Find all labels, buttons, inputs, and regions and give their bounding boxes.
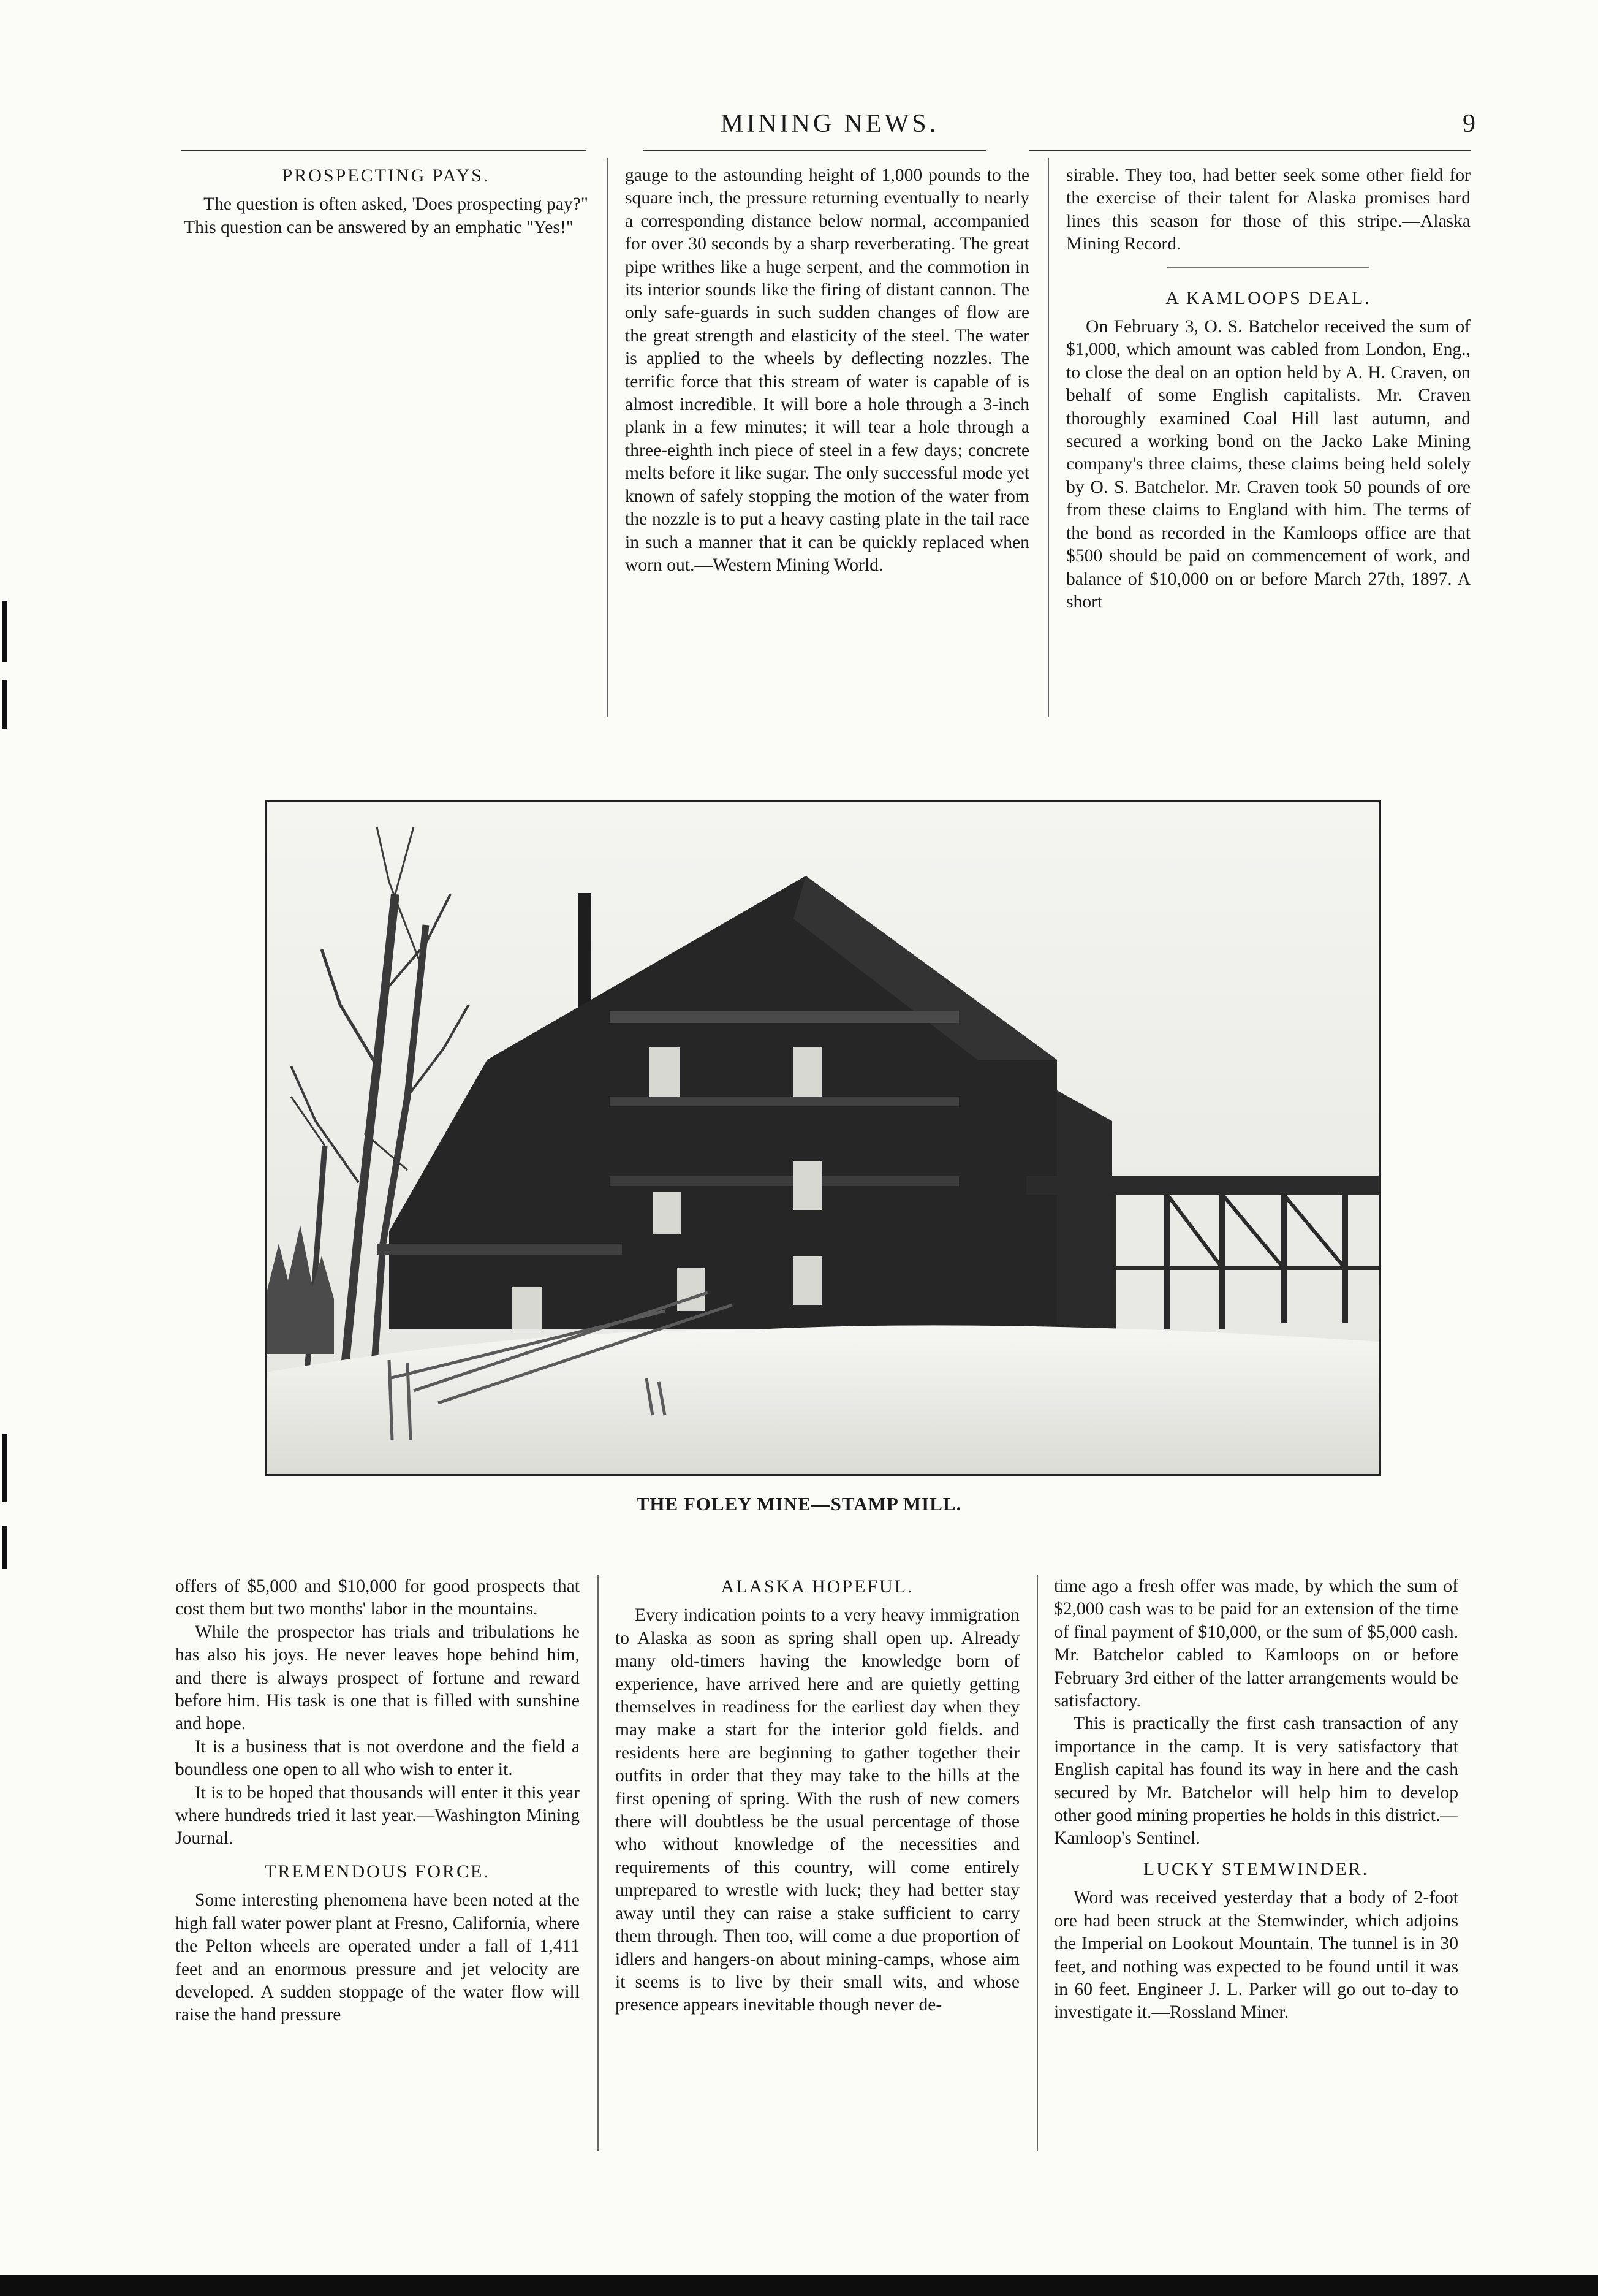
publication-title: MINING NEWS. bbox=[720, 110, 939, 138]
article-paragraph: offers of $5,000 and $10,000 for good prospects that cost them but two months' labor in the mountains. bbox=[175, 1576, 580, 1619]
header-rule bbox=[643, 150, 986, 151]
article-paragraph: Word was received yesterday that a body of 2-foot ore had been struck at the Stemwinder, which adjoins the Imperial on Lookout Mountain. The tunnel is in 30 feet, and nothing was expected to be found until it was in 60 feet. Engineer J. L. Parker will go out to-day to investigate it.—Rossland Miner. bbox=[1054, 1888, 1458, 2023]
stamp-mill-photo bbox=[265, 800, 1381, 1476]
stamp-mill-illustration bbox=[267, 802, 1379, 1474]
column-rule bbox=[1037, 1575, 1038, 2151]
article-paragraph: On February 3, O. S. Batchelor received the sum of $1,000, which amount was cabled from London, Eng., to close the deal on an option held by A. H. Craven, on behalf of some English capitalists. Mr. Craven thoroughly examined Coal Hill last autumn, and secured a working bond on the Jacko Lake Mining company's three claims, these claims being held solely by O. S. Batchelor. Mr. Craven took 50 pounds of ore from these claims to England with him. The terms of the bond as recorded in the Kamloops office are that $500 should be paid on commencement of work, and balance of $10,000 on or before March 27th, 1897. A short bbox=[1066, 317, 1471, 612]
article-paragraph: sirable. They too, had better seek some other field for the exercise of their talent for Alaska promises hard lines this season for those of this stripe.—Alaska Mining Record. bbox=[1066, 165, 1471, 254]
header-rule bbox=[1029, 150, 1471, 151]
column-rule bbox=[597, 1575, 599, 2151]
article-title: A KAMLOOPS DEAL. bbox=[1165, 287, 1371, 308]
article-title: LUCKY STEMWINDER. bbox=[1143, 1858, 1369, 1879]
article-paragraph: While the prospector has trials and tribulations he has also his joys. He never leaves hope behind him, and there is always prospect of fortune and reward before him. His task is one that is filled with sunshine and hope. bbox=[175, 1622, 580, 1734]
article-paragraph: It is to be hoped that thousands will enter it this year where hundreds tried it last year.—Washington Mining Journal. bbox=[175, 1782, 580, 1849]
top-column-3 bbox=[1066, 164, 1471, 614]
article-paragraph: It is a business that is not overdone and the field a boundless one open to all who wish to enter it. bbox=[175, 1736, 580, 1780]
left-margin-mark bbox=[2, 680, 7, 729]
scan-bottom-edge bbox=[0, 2275, 1598, 2296]
bottom-column-1 bbox=[175, 1575, 580, 2027]
article-title: PROSPECTING PAYS. bbox=[282, 165, 490, 186]
article-paragraph: gauge to the astounding height of 1,000 pounds to the square inch, the pressure returning eventually to nearly a corresponding distance below normal, accompanied for over 30 seconds by a sharp reverberating. The great pipe writhes like a huge serpent, and the commotion in its interior sounds like the firing of distant cannon. The only safe-guards in such sudden changes of flow are the great strength and elasticity of the steel. The water is applied to the wheels by deflecting nozzles. The terrific force that this stream of water is capable of is almost incredible. It will bore a hole through a 3-inch plank in a few minutes; it will tear a hole through a three-eighth inch piece of steel in a few days; concrete melts before it like sugar. The only successful mode yet known of safely stopping the motion of the water from the nozzle is to put a heavy casting plate in the tail race in such a manner that it can be quickly replaced when worn out.—Western Mining World. bbox=[625, 165, 1029, 575]
left-margin-mark bbox=[2, 1526, 7, 1569]
column-rule bbox=[1048, 158, 1049, 717]
article-title: TREMENDOUS FORCE. bbox=[265, 1861, 490, 1882]
header-rule bbox=[181, 150, 586, 151]
article-title: ALASKA HOPEFUL. bbox=[721, 1576, 914, 1597]
article-paragraph: Some interesting phenomena have been noted at the high fall water power plant at Fresno, California, where the Pelton wheels are operated under a fall of 1,411 feet and an enormous pressure and jet velocity are developed. A sudden stoppage of the water flow will raise the hand pressure bbox=[175, 1890, 580, 2025]
top-column-1 bbox=[184, 164, 588, 239]
bottom-column-2 bbox=[615, 1575, 1020, 2017]
article-separator bbox=[1167, 267, 1369, 268]
article-paragraph: This is practically the first cash transaction of any importance in the camp. It is very satisfactory that English capital has found its way in here and the cash secured by Mr. Batchelor will help him to develop other good mining properties he holds in this district.—Kamloop's Sentinel. bbox=[1054, 1714, 1458, 1849]
photo-caption: THE FOLEY MINE—STAMP MILL. bbox=[636, 1493, 962, 1515]
article-paragraph: Every indication points to a very heavy immigration to Alaska as soon as spring shall open up. Already many old-timers having the knowledge born of experience, have arrived here and are quietly getting themselves in readiness for the earliest day when they may make a start for the interior gold fields. and residents here are beginning to gather together their outfits in order that they may take to the hills at the first opening of spring. With the rush of new comers there will doubtless be the usual percentage of those who without knowledge of the necessities and requirements of this country, will come entirely unprepared to wrestle with luck; they had better stay away until they can raise a stake sufficient to carry them through. Then too, will come a due proportion of idlers and hangers-on about mining-camps, whose aim it seems is to live by their small wits, and whose presence appears inevitable though never de- bbox=[615, 1605, 1020, 2015]
running-head bbox=[184, 109, 1475, 146]
article-paragraph: The question is often asked, 'Does prospecting pay?" This question can be answered by an emphatic "Yes!" bbox=[184, 194, 588, 237]
top-column-2 bbox=[625, 164, 1029, 577]
left-margin-mark bbox=[2, 601, 7, 662]
bottom-column-3 bbox=[1054, 1575, 1458, 2024]
left-margin-mark bbox=[2, 1434, 7, 1502]
article-paragraph: time ago a fresh offer was made, by which the sum of $2,000 cash was to be paid for an extension of the time of final payment of $10,000, or the sum of $5,000 cash. Mr. Batchelor cabled to Kamloops on or before February 3rd either of the latter arrangements would be satisfactory. bbox=[1054, 1576, 1458, 1711]
column-rule bbox=[607, 158, 608, 717]
page-number: 9 bbox=[1463, 110, 1475, 138]
